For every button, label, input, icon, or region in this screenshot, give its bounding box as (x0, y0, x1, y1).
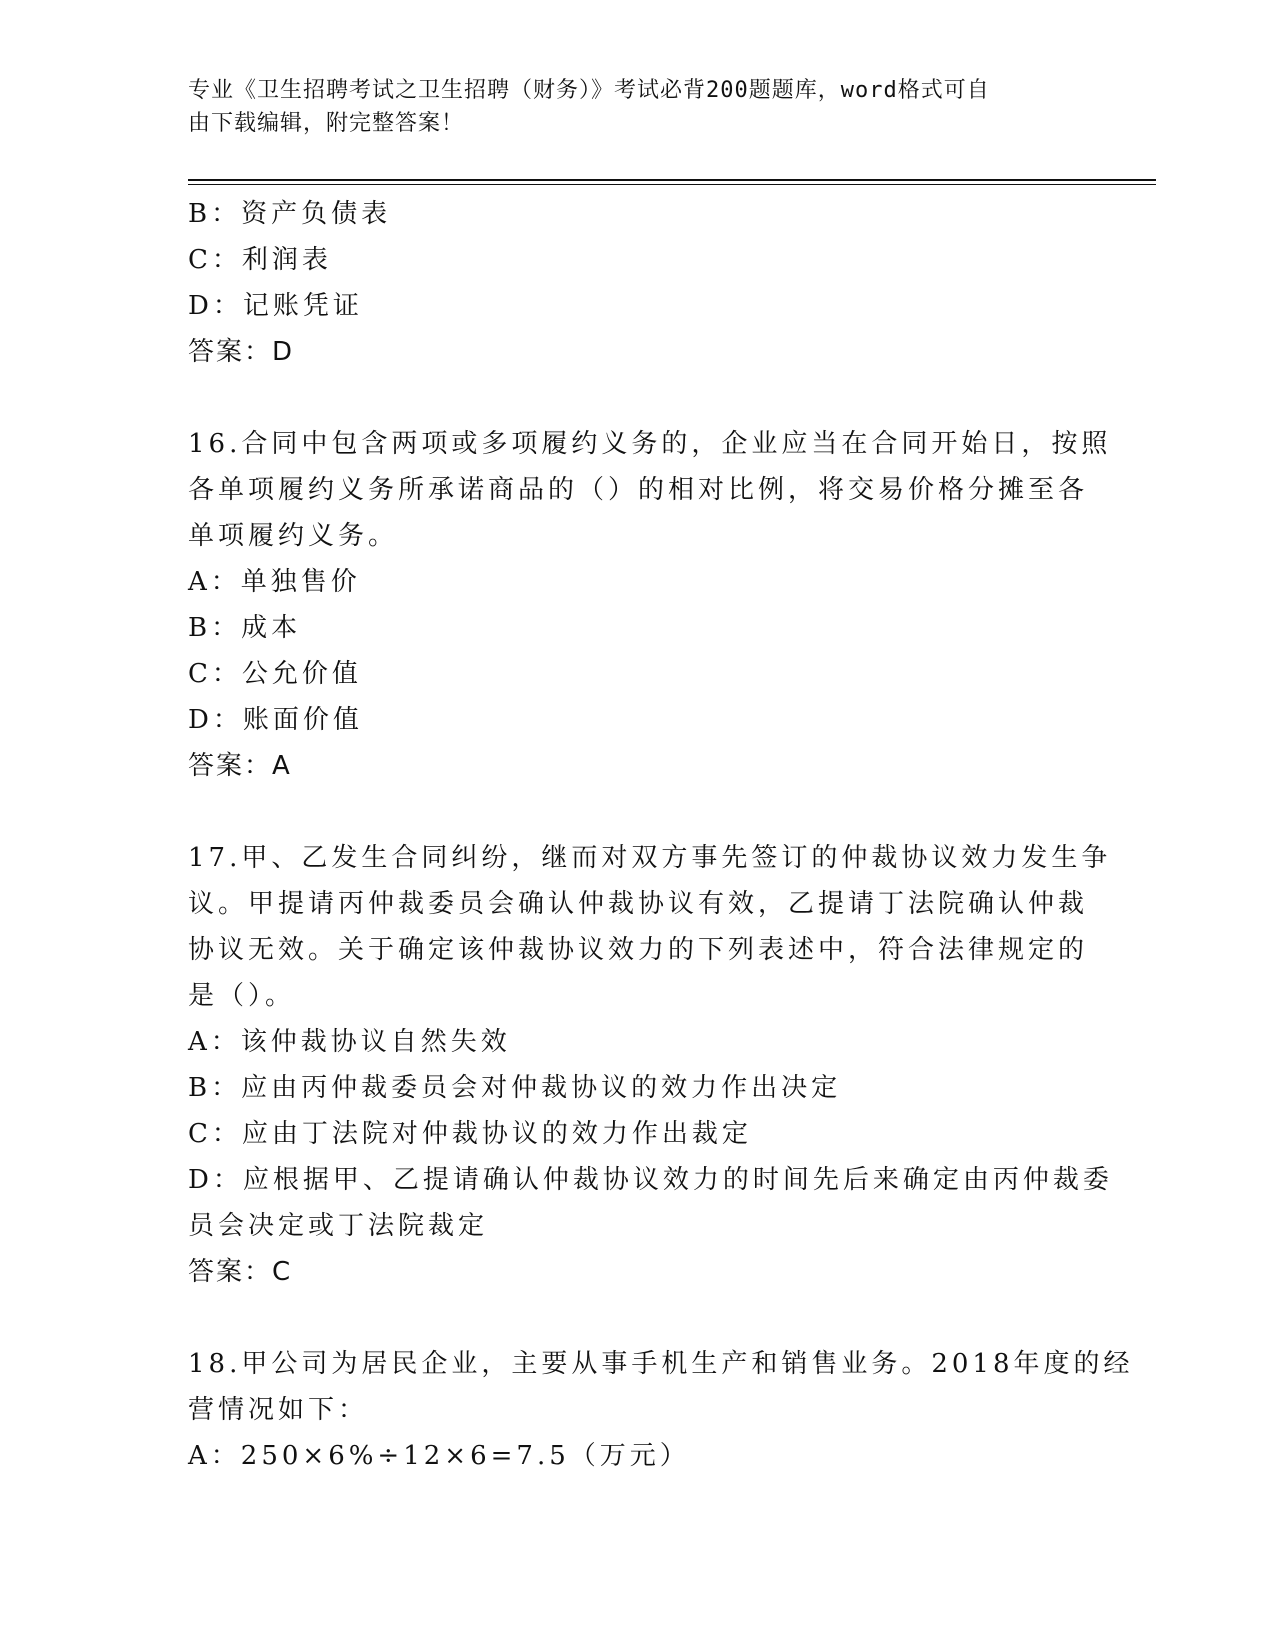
option-c: C：利润表 (188, 245, 332, 275)
question-16 (188, 421, 1112, 789)
document-header (188, 74, 1068, 140)
question-text: 是（）。 (188, 981, 296, 1011)
question-17 (188, 835, 1113, 1295)
option-b: B：应由丙仲裁委员会对仲裁协议的效力作出决定 (188, 1073, 842, 1103)
option-d-continued: 员会决定或丁法院裁定 (188, 1211, 489, 1241)
question-15-tail (188, 191, 1088, 375)
option-d: D：账面价值 (188, 705, 363, 735)
option-b: B：资产负债表 (188, 199, 392, 229)
answer: 答案：C (188, 1257, 293, 1287)
question-18 (188, 1341, 1134, 1479)
document-body (188, 191, 1134, 1479)
option-a: A：250×6%÷12×6=7.5（万元） (188, 1441, 690, 1471)
question-text: 议。甲提请丙仲裁委员会确认仲裁协议有效，乙提请丁法院确认仲裁 (188, 889, 1089, 919)
question-text: 18.甲公司为居民企业，主要从事手机生产和销售业务。2018年度的经 (188, 1349, 1134, 1379)
question-text: 17.甲、乙发生合同纠纷，继而对双方事先签订的仲裁协议效力发生争 (188, 843, 1112, 873)
header-line-1: 专业《卫生招聘考试之卫生招聘（财务）》考试必背200题题库，word格式可自 (188, 78, 990, 103)
question-text: 协议无效。关于确定该仲裁协议效力的下列表述中，符合法律规定的 (188, 935, 1089, 965)
option-d: D：记账凭证 (188, 291, 363, 321)
header-line-2: 由下载编辑，附完整答案！ (188, 111, 465, 136)
answer: 答案：A (188, 751, 292, 781)
option-a: A：单独售价 (188, 567, 361, 597)
option-c: C：应由丁法院对仲裁协议的效力作出裁定 (188, 1119, 752, 1149)
option-c: C：公允价值 (188, 659, 362, 689)
option-a: A：该仲裁协议自然失效 (188, 1027, 511, 1057)
header-divider-thick (188, 179, 1156, 181)
header-divider-thin (188, 184, 1156, 185)
answer: 答案：D (188, 337, 295, 367)
option-b: B：成本 (188, 613, 302, 643)
option-d: D：应根据甲、乙提请确认仲裁协议效力的时间先后来确定由丙仲裁委 (188, 1165, 1113, 1195)
question-text: 16.合同中包含两项或多项履约义务的，企业应当在合同开始日，按照 (188, 429, 1112, 459)
question-text: 单项履约义务。 (188, 521, 399, 551)
question-text: 营情况如下： (188, 1395, 369, 1425)
question-text: 各单项履约义务所承诺商品的（）的相对比例，将交易价格分摊至各 (188, 475, 1089, 505)
